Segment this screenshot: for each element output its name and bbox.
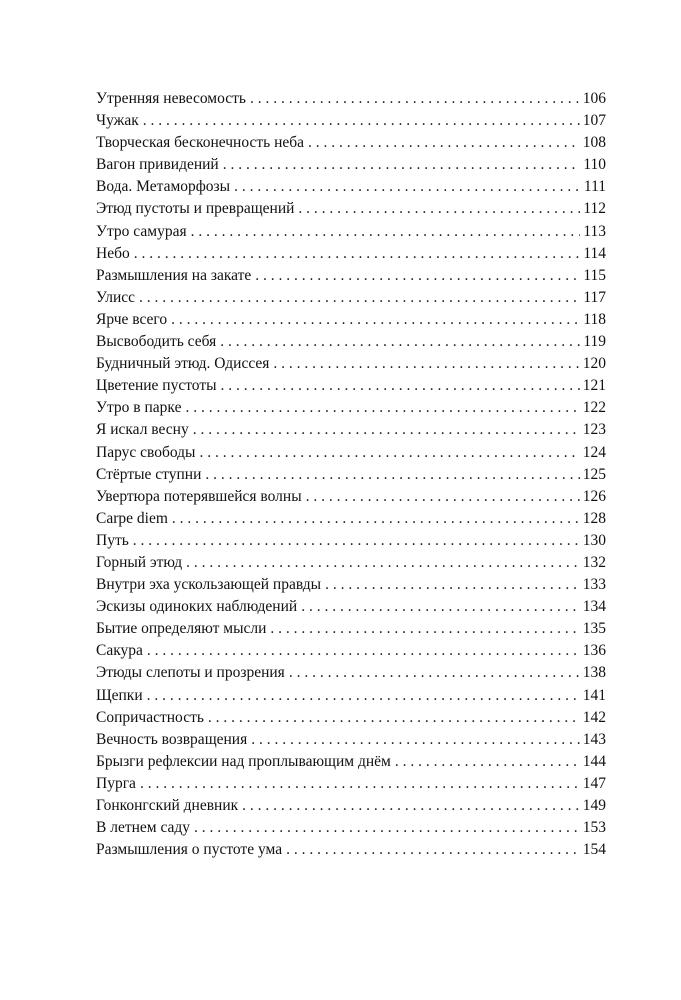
toc-entry-page-number: 118 <box>583 310 606 328</box>
toc-entry <box>96 640 606 662</box>
toc-entry <box>96 685 606 707</box>
toc-entry <box>96 419 606 441</box>
toc-dot-leader <box>187 221 580 243</box>
toc-entry-page-number: 108 <box>582 134 606 152</box>
toc-entry <box>96 132 606 154</box>
toc-dot-leader <box>189 419 580 441</box>
toc-entry-title: Стёртые ступни <box>96 465 202 483</box>
toc-entry-page-number: 149 <box>582 797 606 814</box>
toc-entry <box>96 176 606 198</box>
toc-entry-title: В летнем саду <box>96 819 191 837</box>
toc-dot-leader <box>282 839 580 861</box>
toc-entry-page-number: 153 <box>582 819 606 837</box>
toc-entry-title: Горный этюд <box>96 553 183 571</box>
toc-entry <box>96 508 606 530</box>
toc-dot-leader <box>246 88 580 110</box>
toc-entry-title: Гонконгский дневник <box>96 797 239 814</box>
toc-entry <box>96 309 606 331</box>
toc-entry <box>96 198 606 220</box>
toc-dot-leader <box>129 530 580 552</box>
toc-entry <box>96 530 606 552</box>
toc-dot-leader <box>219 154 580 176</box>
toc-entry-page-number: 143 <box>582 730 606 748</box>
toc-dot-leader <box>266 618 580 640</box>
toc-dot-leader <box>216 331 580 353</box>
toc-dot-leader <box>217 375 580 397</box>
toc-dot-leader <box>135 287 580 309</box>
toc-dot-leader <box>297 596 580 618</box>
toc-entry <box>96 486 606 508</box>
toc-entry-page-number: 128 <box>582 509 606 527</box>
toc-entry-title: Размышления о пустоте ума <box>96 841 283 859</box>
toc-entry-page-number: 147 <box>582 774 606 792</box>
toc-entry-title: Сакура <box>96 642 143 660</box>
toc-entry <box>96 353 606 375</box>
toc-dot-leader <box>285 662 580 684</box>
toc-entry-page-number: 144 <box>582 752 606 770</box>
toc-entry <box>96 839 606 861</box>
toc-entry-title: Утро самурая <box>96 222 187 240</box>
toc-entry-title: Чужак <box>96 112 139 130</box>
toc-dot-leader <box>130 243 580 265</box>
toc-entry-title: Щепки <box>96 686 143 704</box>
toc-dot-leader <box>181 397 580 419</box>
toc-entry-page-number: 110 <box>583 156 606 174</box>
toc-entry-title: Этюд пустоты и превращений <box>96 200 295 218</box>
toc-entry <box>96 265 606 287</box>
toc-entry-page-number: 119 <box>583 333 606 351</box>
toc-dot-leader <box>143 640 580 662</box>
toc-entry-title: Вечность возвращения <box>96 730 248 748</box>
toc-dot-leader <box>247 729 580 751</box>
toc-entry-page-number: 132 <box>582 553 606 571</box>
toc-entry-page-number: 111 <box>583 178 606 196</box>
toc-entry-page-number: 126 <box>582 487 606 505</box>
toc-dot-leader <box>190 817 580 839</box>
toc-dot-leader <box>168 508 580 530</box>
toc-dot-leader <box>136 773 580 795</box>
toc-entry-page-number: 106 <box>582 90 606 107</box>
toc-entry-title: Увертюра потерявшейся волны <box>96 487 302 505</box>
toc-entry-page-number: 114 <box>583 244 606 262</box>
toc-entry <box>96 154 606 176</box>
toc-entry-page-number: 112 <box>583 200 606 218</box>
toc-entry-page-number: 115 <box>583 266 606 284</box>
toc-entry-page-number: 125 <box>582 465 606 483</box>
toc-entry-title: Сопричастность <box>96 708 204 726</box>
toc-dot-leader <box>143 685 580 707</box>
toc-entry-title: Ярче всего <box>96 310 168 328</box>
toc-entry-title: Небо <box>96 244 130 262</box>
toc-entry-page-number: 113 <box>583 222 606 240</box>
toc-entry-title: Пурга <box>96 774 136 792</box>
toc-entry-title: Будничный этюд. Одиссея <box>96 355 270 373</box>
toc-entry-title: Бытие определяют мысли <box>96 620 267 638</box>
toc-entry <box>96 397 606 419</box>
toc-entry-title: Этюды слепоты и прозрения <box>96 664 285 682</box>
toc-entry-page-number: 142 <box>582 708 606 726</box>
toc-entry-page-number: 123 <box>582 421 606 439</box>
toc-entry-page-number: 133 <box>582 576 606 594</box>
toc-dot-leader <box>195 442 580 464</box>
toc-entry-page-number: 141 <box>582 686 606 704</box>
toc-dot-leader <box>391 751 580 773</box>
toc-entry <box>96 552 606 574</box>
toc-entry-title: Утро в парке <box>96 399 182 417</box>
toc-entry <box>96 574 606 596</box>
toc-entry <box>96 110 606 132</box>
toc-entry <box>96 331 606 353</box>
toc-entry-title: Я искал весну <box>96 421 189 439</box>
toc-entry <box>96 817 606 839</box>
toc-dot-leader <box>167 309 580 331</box>
toc-entry <box>96 618 606 640</box>
toc-entry-page-number: 124 <box>582 443 606 461</box>
toc-entry <box>96 662 606 684</box>
toc-entry <box>96 243 606 265</box>
toc-entry-title: Брызги рефлексии над проплывающим днём <box>96 752 391 770</box>
toc-entry-title: Утренняя невесомость <box>96 90 246 107</box>
toc-entry <box>96 729 606 751</box>
toc-entry <box>96 795 606 817</box>
toc-entry-page-number: 117 <box>583 288 606 306</box>
toc-dot-leader <box>204 707 580 729</box>
toc-dot-leader <box>294 198 580 220</box>
toc-entry-page-number: 107 <box>582 112 606 130</box>
toc-entry-title: Вагон привидений <box>96 156 219 174</box>
toc-dot-leader <box>304 132 580 154</box>
toc-entry-page-number: 136 <box>582 642 606 660</box>
toc-entry-page-number: 134 <box>582 598 606 616</box>
toc-dot-leader <box>238 795 580 817</box>
toc-entry <box>96 221 606 243</box>
toc-entry-page-number: 120 <box>582 355 606 373</box>
toc-entry-title: Carpe diem <box>96 509 168 527</box>
toc-entry-title: Эскизы одиноких наблюдений <box>96 598 298 616</box>
toc-entry <box>96 287 606 309</box>
toc-entry-title: Парус свободы <box>96 443 196 461</box>
toc-entry <box>96 464 606 486</box>
toc-dot-leader <box>269 353 580 375</box>
toc-entry <box>96 773 606 795</box>
toc-entry-title: Высвободить себя <box>96 333 217 351</box>
toc-entry-title: Улисс <box>96 288 136 306</box>
toc-entry-title: Творческая бесконечность неба <box>96 134 305 152</box>
toc-entry <box>96 375 606 397</box>
toc-entry <box>96 596 606 618</box>
toc-entry-page-number: 121 <box>582 377 606 395</box>
toc-entry <box>96 442 606 464</box>
toc-entry <box>96 751 606 773</box>
toc-entry-page-number: 135 <box>582 620 606 638</box>
toc-dot-leader <box>182 552 580 574</box>
toc-entry-page-number: 138 <box>582 664 606 682</box>
toc-entry-title: Размышления на закате <box>96 266 252 284</box>
table-of-contents <box>96 88 606 861</box>
toc-dot-leader <box>251 265 580 287</box>
toc-entry-page-number: 130 <box>582 531 606 549</box>
toc-dot-leader <box>321 574 580 596</box>
toc-entry-title: Путь <box>96 531 129 549</box>
toc-dot-leader <box>302 486 580 508</box>
toc-entry-page-number: 122 <box>582 399 606 417</box>
toc-entry-title: Внутри эха ускользающей правды <box>96 576 322 594</box>
toc-entry-title: Цветение пустоты <box>96 377 217 395</box>
toc-dot-leader <box>201 464 580 486</box>
toc-entry-title: Вода. Метаморфозы <box>96 178 231 196</box>
toc-dot-leader <box>139 110 580 132</box>
toc-dot-leader <box>230 176 580 198</box>
toc-entry <box>96 707 606 729</box>
toc-entry <box>96 88 606 110</box>
toc-entry-page-number: 154 <box>582 841 606 859</box>
